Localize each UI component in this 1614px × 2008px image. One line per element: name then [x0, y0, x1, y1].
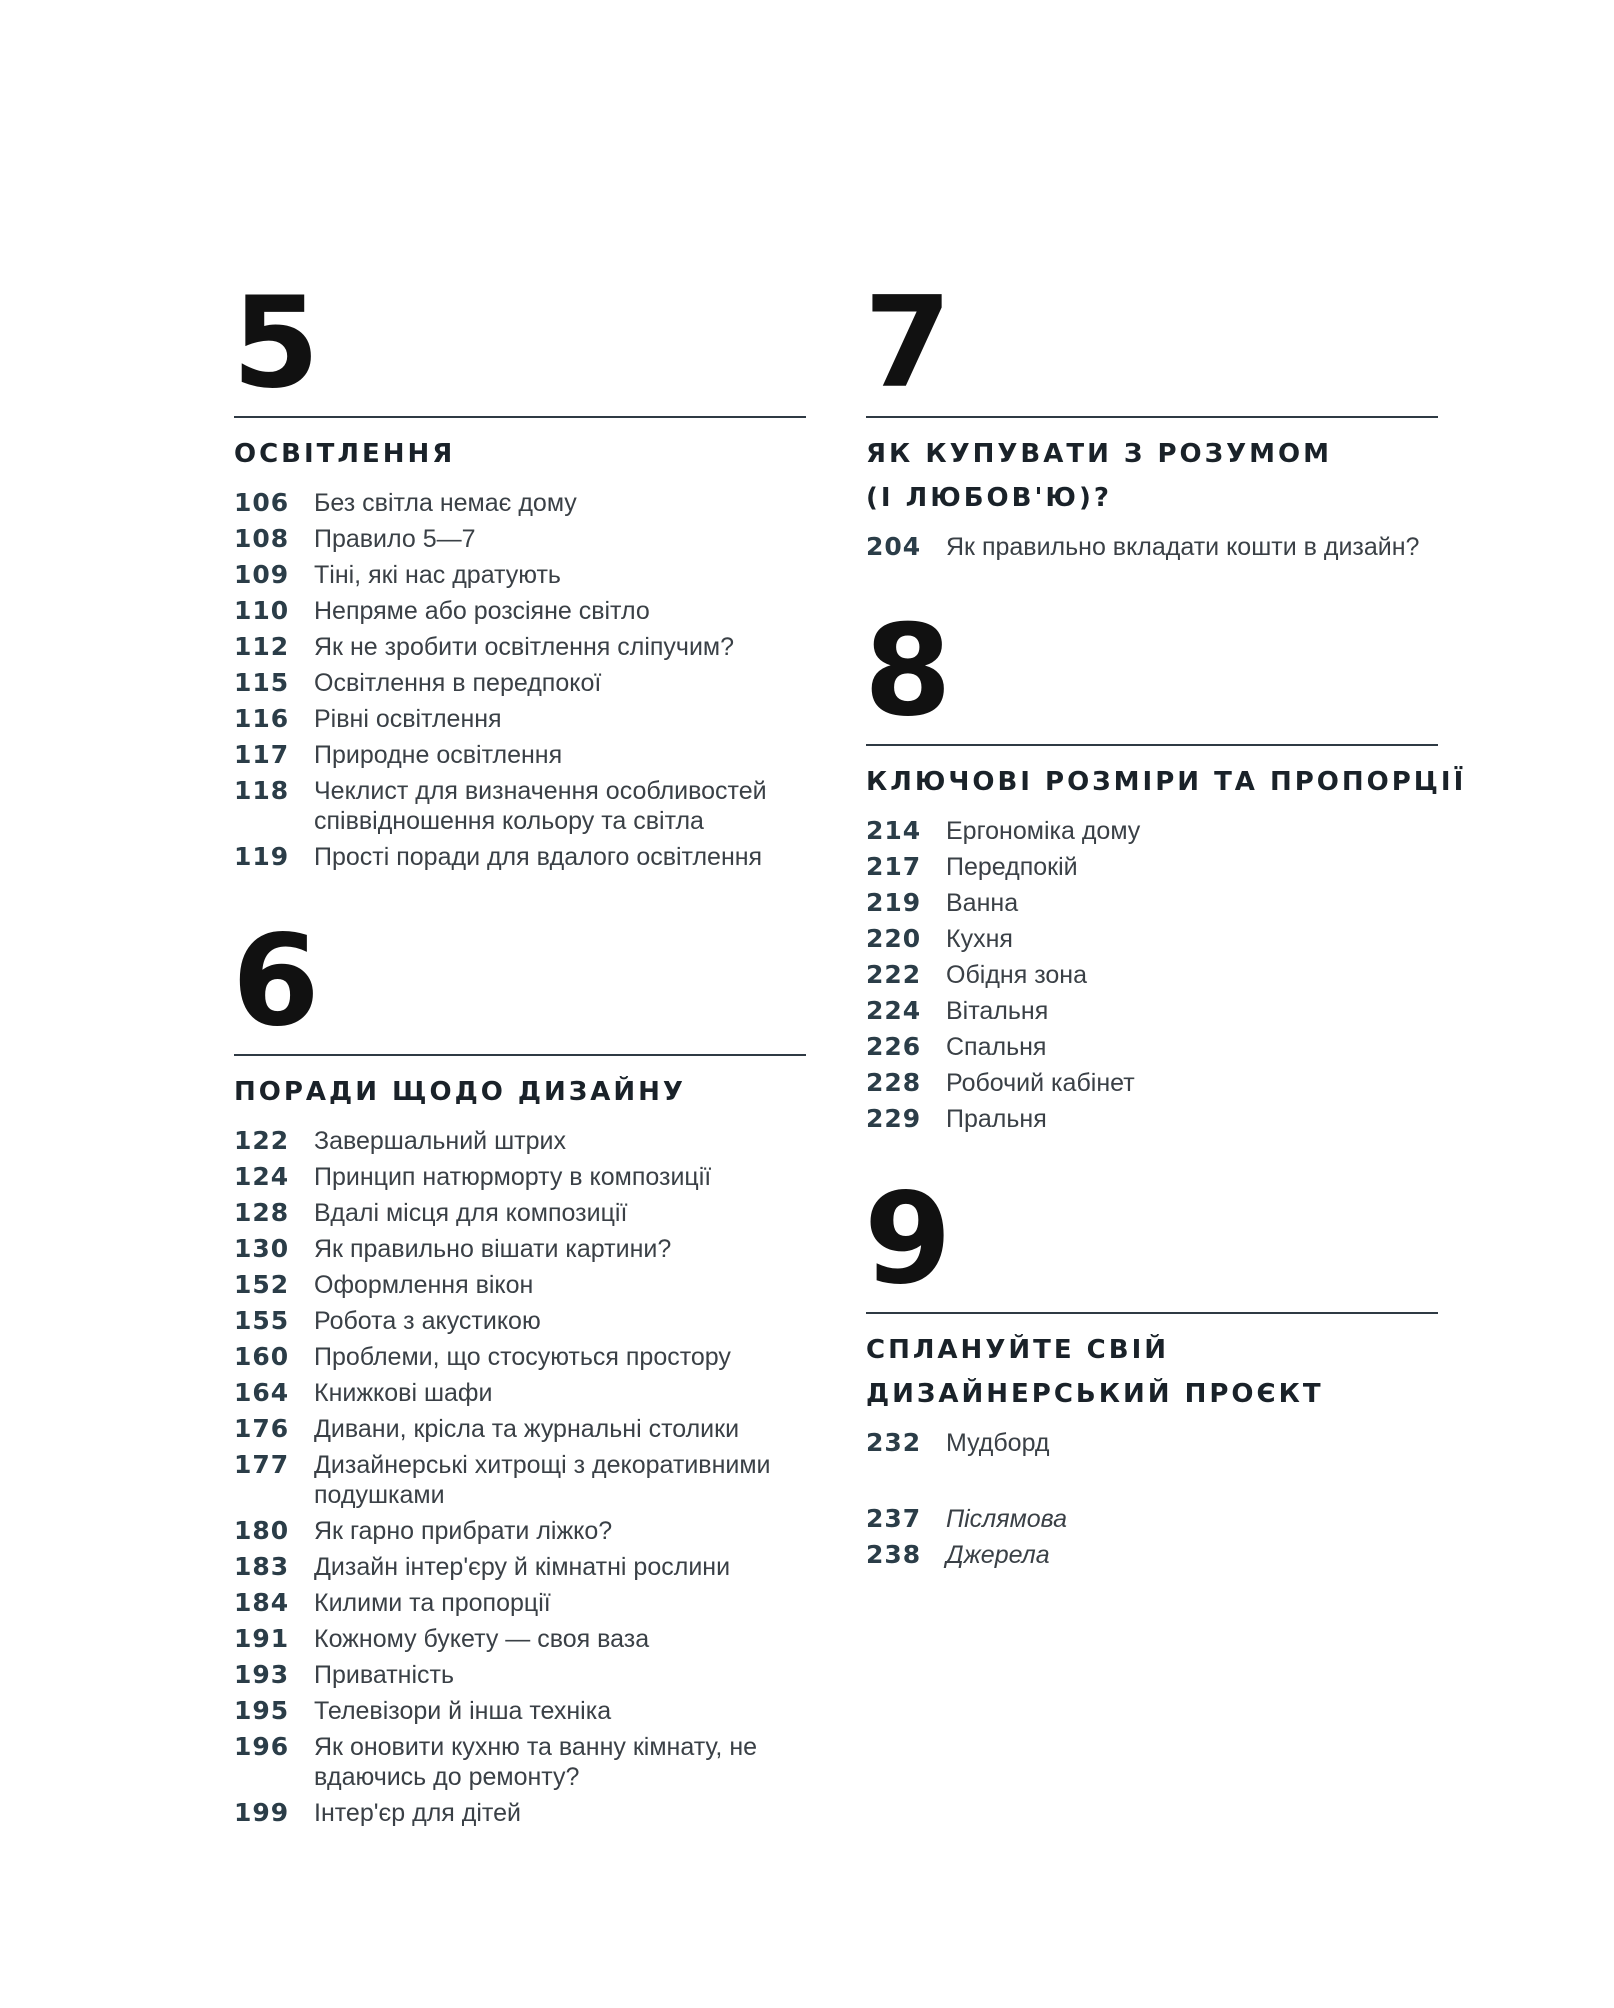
toc-entry-title: Дизайн інтер'єру й кімнатні рослини — [314, 1553, 731, 1581]
toc-page-number: 237 — [866, 1504, 922, 1533]
toc-entry-title: Ванна — [946, 889, 1019, 917]
toc-entry-title: Освітлення в передпокої — [314, 669, 602, 697]
toc-entry-title: Приватність — [314, 1661, 454, 1689]
chapter-divider — [234, 416, 806, 418]
toc-entry-title: Обідня зона — [946, 961, 1087, 989]
toc-page-number: 191 — [234, 1624, 290, 1653]
toc-entry[interactable] — [234, 632, 806, 662]
toc-page-number: 199 — [234, 1798, 290, 1827]
chapter-9 — [864, 1165, 1438, 1464]
toc-entry-title: Вдалі місця для композиції — [314, 1199, 628, 1227]
toc-page-number: 128 — [234, 1198, 290, 1227]
chapter-divider — [866, 744, 1438, 746]
toc-entry-title: Завершальний штрих — [314, 1127, 566, 1155]
toc-entry-title: Як правильно вкладати кошти в дизайн? — [946, 533, 1420, 561]
toc-entry-title: Робота з акустикою — [314, 1307, 541, 1335]
toc-entry-title: Природне освітлення — [314, 741, 563, 769]
toc-entry[interactable] — [234, 1732, 806, 1792]
toc-entry[interactable] — [234, 1198, 806, 1228]
chapter-title — [866, 760, 1467, 804]
toc-page-number: 195 — [234, 1696, 290, 1725]
chapter-divider — [866, 1312, 1438, 1314]
chapter-divider — [866, 416, 1438, 418]
chapter-divider — [234, 1054, 806, 1056]
toc-entry-title: Спальня — [946, 1033, 1047, 1061]
chapter-6 — [232, 907, 806, 1834]
toc-page-number: 183 — [234, 1552, 290, 1581]
chapter-title-line: ЯК КУПУВАТИ З РОЗУМОМ — [866, 439, 1332, 469]
toc-entry-title: Принцип натюрморту в композиції — [314, 1163, 712, 1191]
toc-entry[interactable] — [234, 1306, 806, 1336]
toc-entry-title: Джерела — [946, 1541, 1050, 1569]
toc-entry-title: Інтер'єр для дітей — [314, 1799, 521, 1827]
toc-entry[interactable] — [234, 776, 806, 836]
toc-entry[interactable] — [866, 1428, 1438, 1458]
chapter-title-line: ОСВІТЛЕННЯ — [234, 439, 456, 469]
chapter-number: 7 — [864, 269, 950, 416]
toc-page-number: 214 — [866, 816, 922, 845]
toc-page-number: 193 — [234, 1660, 290, 1689]
toc-entry[interactable] — [234, 1342, 806, 1372]
toc-page-number: 152 — [234, 1270, 290, 1299]
toc-page-number: 116 — [234, 704, 290, 733]
chapter-title-line: КЛЮЧОВІ РОЗМІРИ ТА ПРОПОРЦІЇ — [866, 767, 1467, 797]
toc-entry-title: Передпокій — [946, 853, 1078, 881]
toc-page-number: 196 — [234, 1732, 290, 1761]
toc-entry-title: Дивани, крісла та журнальні столики — [314, 1415, 740, 1443]
toc-page-number: 122 — [234, 1126, 290, 1155]
chapter-8 — [864, 597, 1467, 1140]
toc-page-number: 115 — [234, 668, 290, 697]
toc-entry-title: Як не зробити освітлення сліпучим? — [314, 633, 734, 661]
toc-entry[interactable] — [866, 960, 1438, 990]
toc-entry[interactable] — [234, 1126, 806, 1156]
toc-entry[interactable] — [234, 560, 806, 590]
chapter-title — [234, 1070, 806, 1114]
toc-entry[interactable] — [866, 816, 1438, 846]
toc-entry[interactable] — [866, 924, 1438, 954]
toc-entry-title: Як оновити кухню та ванну кімнату, не вдаючись до ремонту? — [314, 1733, 758, 1791]
chapter-title — [866, 1328, 1438, 1416]
toc-entry[interactable] — [234, 1414, 806, 1444]
toc-entry[interactable] — [234, 1660, 806, 1690]
toc-entry[interactable] — [234, 596, 806, 626]
toc-entry-title: Без світла немає дому — [314, 489, 577, 517]
toc-entry[interactable] — [234, 1696, 806, 1726]
toc-entry-title: Книжкові шафи — [314, 1379, 493, 1407]
toc-entry[interactable] — [234, 1798, 806, 1828]
toc-entry[interactable] — [866, 532, 1438, 562]
toc-entry[interactable] — [234, 1234, 806, 1264]
toc-entry-title: Тіні, які нас дратують — [314, 561, 561, 589]
toc-page-number: 228 — [866, 1068, 922, 1097]
toc-page-number: 109 — [234, 560, 290, 589]
toc-entry[interactable] — [234, 524, 806, 554]
toc-page-number: 217 — [866, 852, 922, 881]
back-matter — [866, 1504, 1438, 1576]
chapter-7 — [864, 269, 1438, 568]
toc-page-number: 118 — [234, 776, 290, 805]
toc-entry-title: Кожному букету — своя ваза — [314, 1625, 650, 1653]
toc-entry[interactable] — [866, 996, 1438, 1026]
toc-entry[interactable] — [866, 1504, 1438, 1534]
toc-page-number: 180 — [234, 1516, 290, 1545]
toc-entry-title: Килими та пропорції — [314, 1589, 551, 1617]
toc-entry-title: Пральня — [946, 1105, 1047, 1133]
toc-entry[interactable] — [234, 1270, 806, 1300]
toc-page-number: 160 — [234, 1342, 290, 1371]
toc-page-number: 117 — [234, 740, 290, 769]
toc-page-number: 229 — [866, 1104, 922, 1133]
chapter-title-line: СПЛАНУЙТЕ СВІЙ — [866, 1335, 1170, 1365]
toc-entry-title: Прості поради для вдалого освітлення — [314, 843, 763, 871]
toc-page-number: 106 — [234, 488, 290, 517]
toc-page-number: 226 — [866, 1032, 922, 1061]
chapter-title-line: (І ЛЮБОВ'Ю)? — [866, 483, 1112, 513]
toc-page-number: 119 — [234, 842, 290, 871]
chapter-title-line: ПОРАДИ ЩОДО ДИЗАЙНУ — [234, 1077, 686, 1107]
toc-page-number: 130 — [234, 1234, 290, 1263]
toc-page-number: 220 — [866, 924, 922, 953]
toc-entry[interactable] — [866, 888, 1438, 918]
toc-page-number: 108 — [234, 524, 290, 553]
toc-entry[interactable] — [234, 740, 806, 770]
toc-entry-title: Вітальня — [946, 997, 1049, 1025]
toc-page-number: 164 — [234, 1378, 290, 1407]
toc-entry-title: Проблеми, що стосуються простору — [314, 1343, 731, 1371]
toc-page-number: 222 — [866, 960, 922, 989]
toc-entry-title: Кухня — [946, 925, 1013, 953]
toc-entry[interactable] — [234, 1450, 806, 1510]
toc-entry[interactable] — [234, 1378, 806, 1408]
toc-entry[interactable] — [866, 1068, 1438, 1098]
toc-entry-title: Післямова — [946, 1505, 1068, 1533]
toc-page-number: 184 — [234, 1588, 290, 1617]
toc-entry[interactable] — [866, 1540, 1438, 1570]
toc-entry[interactable] — [234, 488, 806, 518]
toc-page-number: 219 — [866, 888, 922, 917]
chapter-title-line: ДИЗАЙНЕРСЬКИЙ ПРОЄКТ — [866, 1379, 1324, 1409]
toc-entry-title: Оформлення вікон — [314, 1271, 534, 1299]
toc-page-number: 124 — [234, 1162, 290, 1191]
toc-page-number: 238 — [866, 1540, 922, 1569]
toc-entry[interactable] — [866, 1104, 1438, 1134]
toc-entry[interactable] — [866, 1032, 1438, 1062]
chapter-number: 9 — [864, 1165, 950, 1312]
toc-entry-title: Як правильно вішати картини? — [314, 1235, 672, 1263]
chapter-title — [866, 432, 1438, 520]
toc-entry-title: Правило 5—7 — [314, 525, 476, 553]
toc-page-number: 177 — [234, 1450, 290, 1479]
toc-entry[interactable] — [234, 704, 806, 734]
toc-entry[interactable] — [866, 852, 1438, 882]
toc-entry-title: Рівні освітлення — [314, 705, 502, 733]
toc-entry-title: Мудборд — [946, 1429, 1050, 1457]
toc-entry-title: Як гарно прибрати ліжко? — [314, 1517, 613, 1545]
toc-entry-title: Дизайнерські хитрощі з декоративними подушками — [314, 1451, 771, 1509]
toc-entry-title: Ергономіка дому — [946, 817, 1141, 845]
toc-page-number: 176 — [234, 1414, 290, 1443]
toc-page-number: 224 — [866, 996, 922, 1025]
toc-entry[interactable] — [234, 842, 806, 872]
chapter-number: 5 — [232, 269, 318, 416]
toc-entry[interactable] — [234, 1588, 806, 1618]
toc-page-number: 155 — [234, 1306, 290, 1335]
toc-entry-title: Робочий кабінет — [946, 1069, 1135, 1097]
toc-entry[interactable] — [234, 668, 806, 698]
toc-page-number: 110 — [234, 596, 290, 625]
toc-page-number: 112 — [234, 632, 290, 661]
chapter-number: 8 — [864, 597, 950, 744]
toc-entry[interactable] — [234, 1552, 806, 1582]
toc-page-number: 204 — [866, 532, 922, 561]
chapter-5 — [232, 269, 806, 878]
toc-entry[interactable] — [234, 1516, 806, 1546]
toc-entry[interactable] — [234, 1624, 806, 1654]
toc-page-number: 232 — [866, 1428, 922, 1457]
toc-entry-title: Непряме або розсіяне світло — [314, 597, 650, 625]
chapter-number: 6 — [232, 907, 318, 1054]
toc-entry-title: Телевізори й інша техніка — [314, 1697, 612, 1725]
chapter-title — [234, 432, 806, 476]
toc-entry-title: Чеклист для визначення особливостей співвідношення кольору та світла — [314, 777, 767, 835]
toc-entry[interactable] — [234, 1162, 806, 1192]
